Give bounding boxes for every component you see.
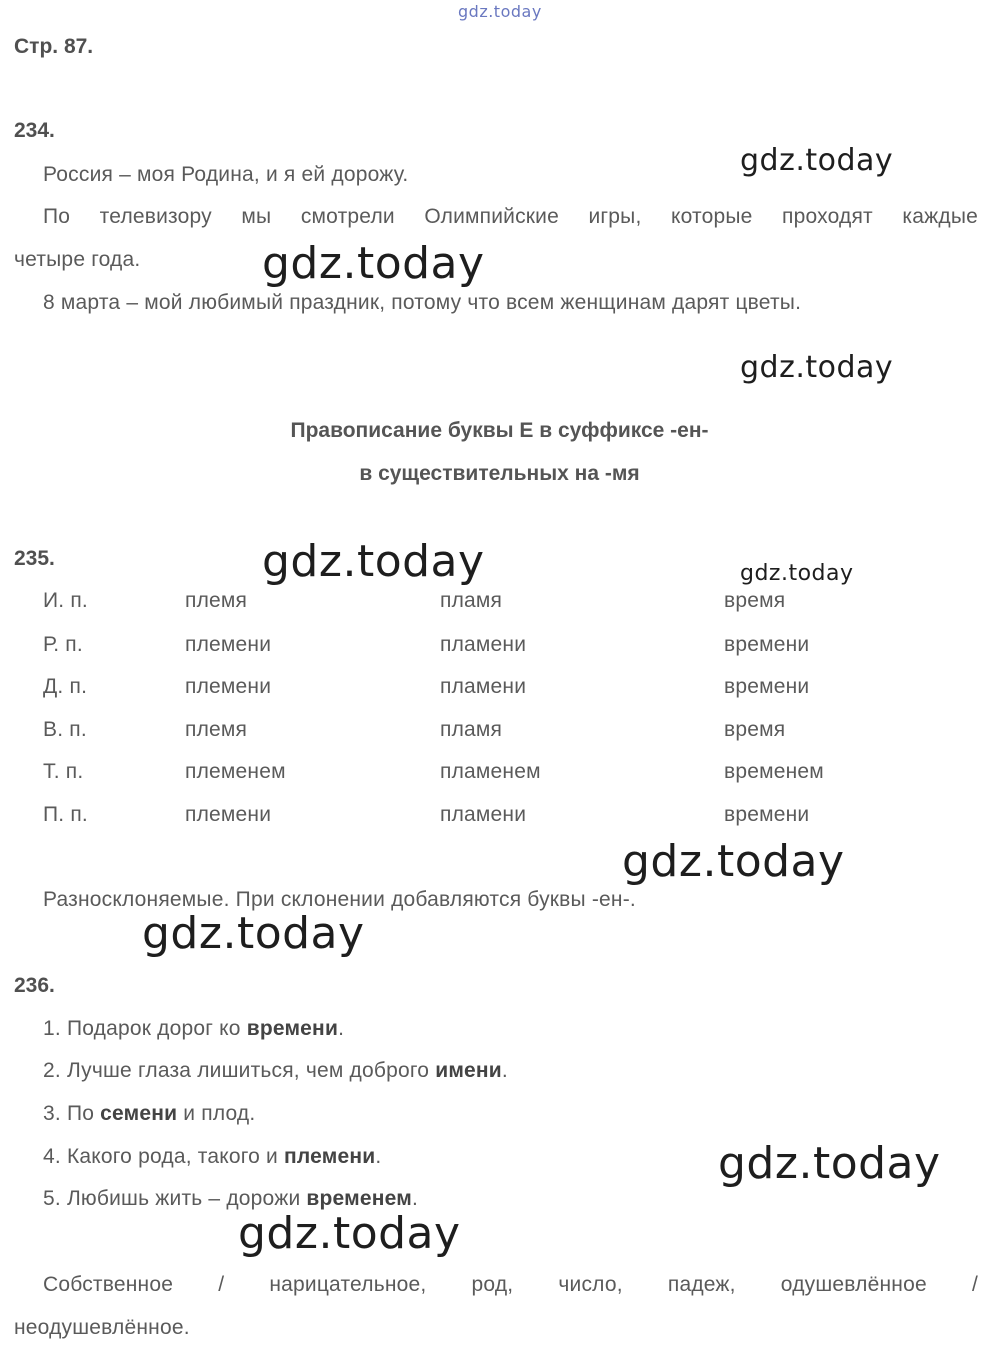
exercise-236-number: 236. bbox=[14, 974, 55, 997]
exercise-234-number: 234. bbox=[14, 119, 55, 142]
declension-cell: временем bbox=[724, 760, 824, 783]
ex235-conclusion: Разносклоняемые. При склонении добавляются буквы -ен-. bbox=[43, 888, 636, 911]
watermark: gdz.today bbox=[142, 908, 365, 959]
proverb-item: 2. Лучше глаза лишиться, чем доброго имени. bbox=[43, 1059, 508, 1082]
ex234-sentence-1: Россия – моя Родина, и я ей дорожу. bbox=[43, 163, 409, 186]
section-heading-line-1: Правописание буквы Е в суффиксе -ен- bbox=[290, 419, 709, 442]
declension-cell: времени bbox=[724, 803, 810, 826]
declension-cell: пламени bbox=[440, 675, 527, 698]
page-label: Стр. 87. bbox=[14, 35, 94, 58]
proverb-item: 1. Подарок дорог ко времени. bbox=[43, 1017, 345, 1040]
watermark: gdz.today bbox=[718, 1138, 941, 1189]
declension-cell: времени bbox=[724, 675, 810, 698]
proverb-item: 3. По семени и плод. bbox=[43, 1102, 256, 1125]
watermark: gdz.today bbox=[740, 143, 894, 178]
declension-cell: время bbox=[724, 718, 786, 741]
declension-cell: пламя bbox=[440, 718, 503, 741]
declension-cell: племени bbox=[185, 675, 272, 698]
watermark: gdz.today bbox=[740, 350, 894, 385]
case-label: Р. п. bbox=[43, 633, 83, 656]
case-label: Т. п. bbox=[43, 760, 84, 783]
section-heading-line-2: в существительных на -мя bbox=[359, 462, 640, 485]
noun-features-line-1: Собственное / нарицательное, род, число, падеж, одушевлённое / bbox=[43, 1273, 978, 1296]
declension-cell: пламени bbox=[440, 803, 527, 826]
case-label: И. п. bbox=[43, 589, 88, 612]
noun-features-line-2: неодушевлённое. bbox=[14, 1316, 190, 1339]
declension-cell: племени bbox=[185, 633, 272, 656]
case-label: П. п. bbox=[43, 803, 88, 826]
case-label: Д. п. bbox=[43, 675, 88, 698]
declension-cell: время bbox=[724, 589, 786, 612]
ex234-sentence-3: 8 марта – мой любимый праздник, потому что всем женщинам дарят цветы. bbox=[43, 291, 802, 314]
declension-cell: племя bbox=[185, 589, 248, 612]
declension-cell: пламени bbox=[440, 633, 527, 656]
exercise-235-number: 235. bbox=[14, 547, 55, 570]
ex234-sentence-2b: четыре года. bbox=[14, 248, 141, 271]
watermark: gdz.today bbox=[238, 1208, 461, 1259]
declension-cell: племенем bbox=[185, 760, 286, 783]
proverb-item: 4. Какого рода, такого и племени. bbox=[43, 1145, 382, 1168]
watermark: gdz.today bbox=[622, 836, 845, 887]
case-label: В. п. bbox=[43, 718, 87, 741]
declension-cell: времени bbox=[724, 633, 810, 656]
watermark-top: gdz.today bbox=[458, 2, 542, 21]
proverb-item: 5. Любишь жить – дорожи временем. bbox=[43, 1187, 419, 1210]
declension-cell: племени bbox=[185, 803, 272, 826]
watermark: gdz.today bbox=[262, 536, 485, 587]
declension-cell: пламенем bbox=[440, 760, 541, 783]
ex234-sentence-2a: По телевизору мы смотрели Олимпийские игры, которые проходят каждые bbox=[43, 205, 978, 228]
watermark: gdz.today bbox=[740, 561, 854, 586]
declension-cell: племя bbox=[185, 718, 248, 741]
declension-cell: пламя bbox=[440, 589, 503, 612]
watermark: gdz.today bbox=[262, 238, 485, 289]
